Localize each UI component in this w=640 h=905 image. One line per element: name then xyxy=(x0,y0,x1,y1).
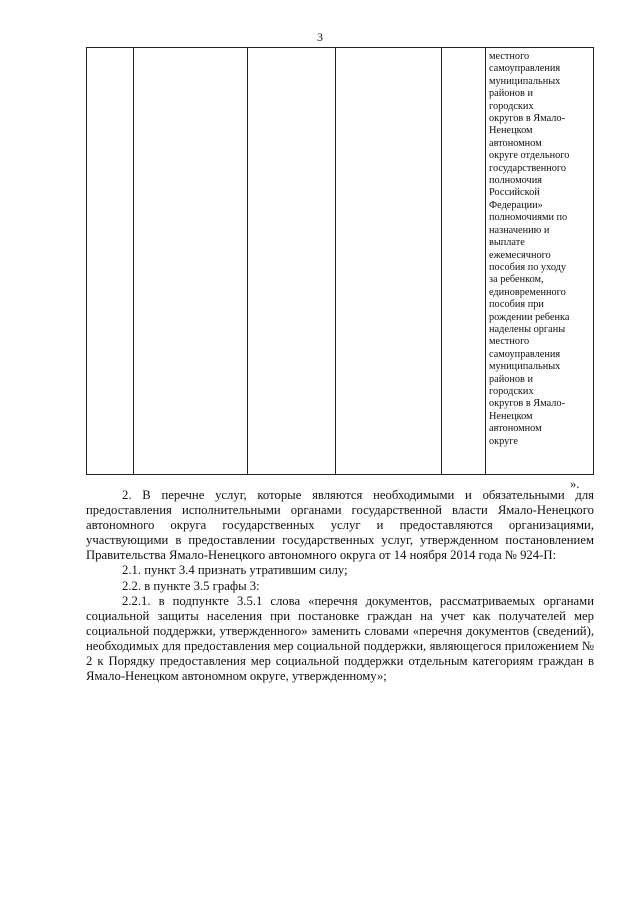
table-column-divider xyxy=(335,48,336,474)
page-number: 3 xyxy=(317,30,323,44)
closing-quote: ». xyxy=(570,477,580,491)
table-column-divider xyxy=(247,48,248,474)
paragraph: 2.2.1. в подпункте 3.5.1 слова «перечня документов, рассматриваемых органами социальной защиты населения при постановке граждан на учет как получателей мер социальной поддержки, утвержденного» заменить словами «перечня документов (сведений), необходимых для предоставления мер социальной поддержки, являющегося приложением № 2 к Порядку предоставления мер социальной поддержки отдельным категориям граждан в Ямало-Ненецком автономном округе, утвержденному»; xyxy=(86,593,594,684)
paragraph: 2. В перечне услуг, которые являются необходимыми и обязательными для предоставления исполнительными органами государственной власти Ямало-Ненецкого автономного округа государственных услуг и предоставляются организациями, участвующими в предоставлении государственных услуг, утвержденном постановлением Правительства Ямало-Ненецкого автономного округа от 14 ноября 2014 года № 924-П: xyxy=(86,488,594,563)
table-continuation xyxy=(86,47,594,475)
paragraph: 2.1. пункт 3.4 признать утратившим силу; xyxy=(122,563,348,578)
table-column-divider xyxy=(485,48,486,474)
document-body xyxy=(86,488,594,684)
paragraph: 2.2. в пункте 3.5 графы 3: xyxy=(122,578,260,593)
table-cell-last-column: местного самоуправления муниципальных районов и городских округов в Ямало- Ненецком автономном округе отдельного государственного полномочия Российской Федерации» полномочиями по назначению и выплате ежемесячного пособия по уходу за ребенком, единовременного пособия при рождении ребенка наделены органы местного самоуправления муниципальных районов и городских округов в Ямало- Ненецком автономном округе xyxy=(489,51,570,447)
table-column-divider xyxy=(441,48,442,474)
table-column-divider xyxy=(133,48,134,474)
